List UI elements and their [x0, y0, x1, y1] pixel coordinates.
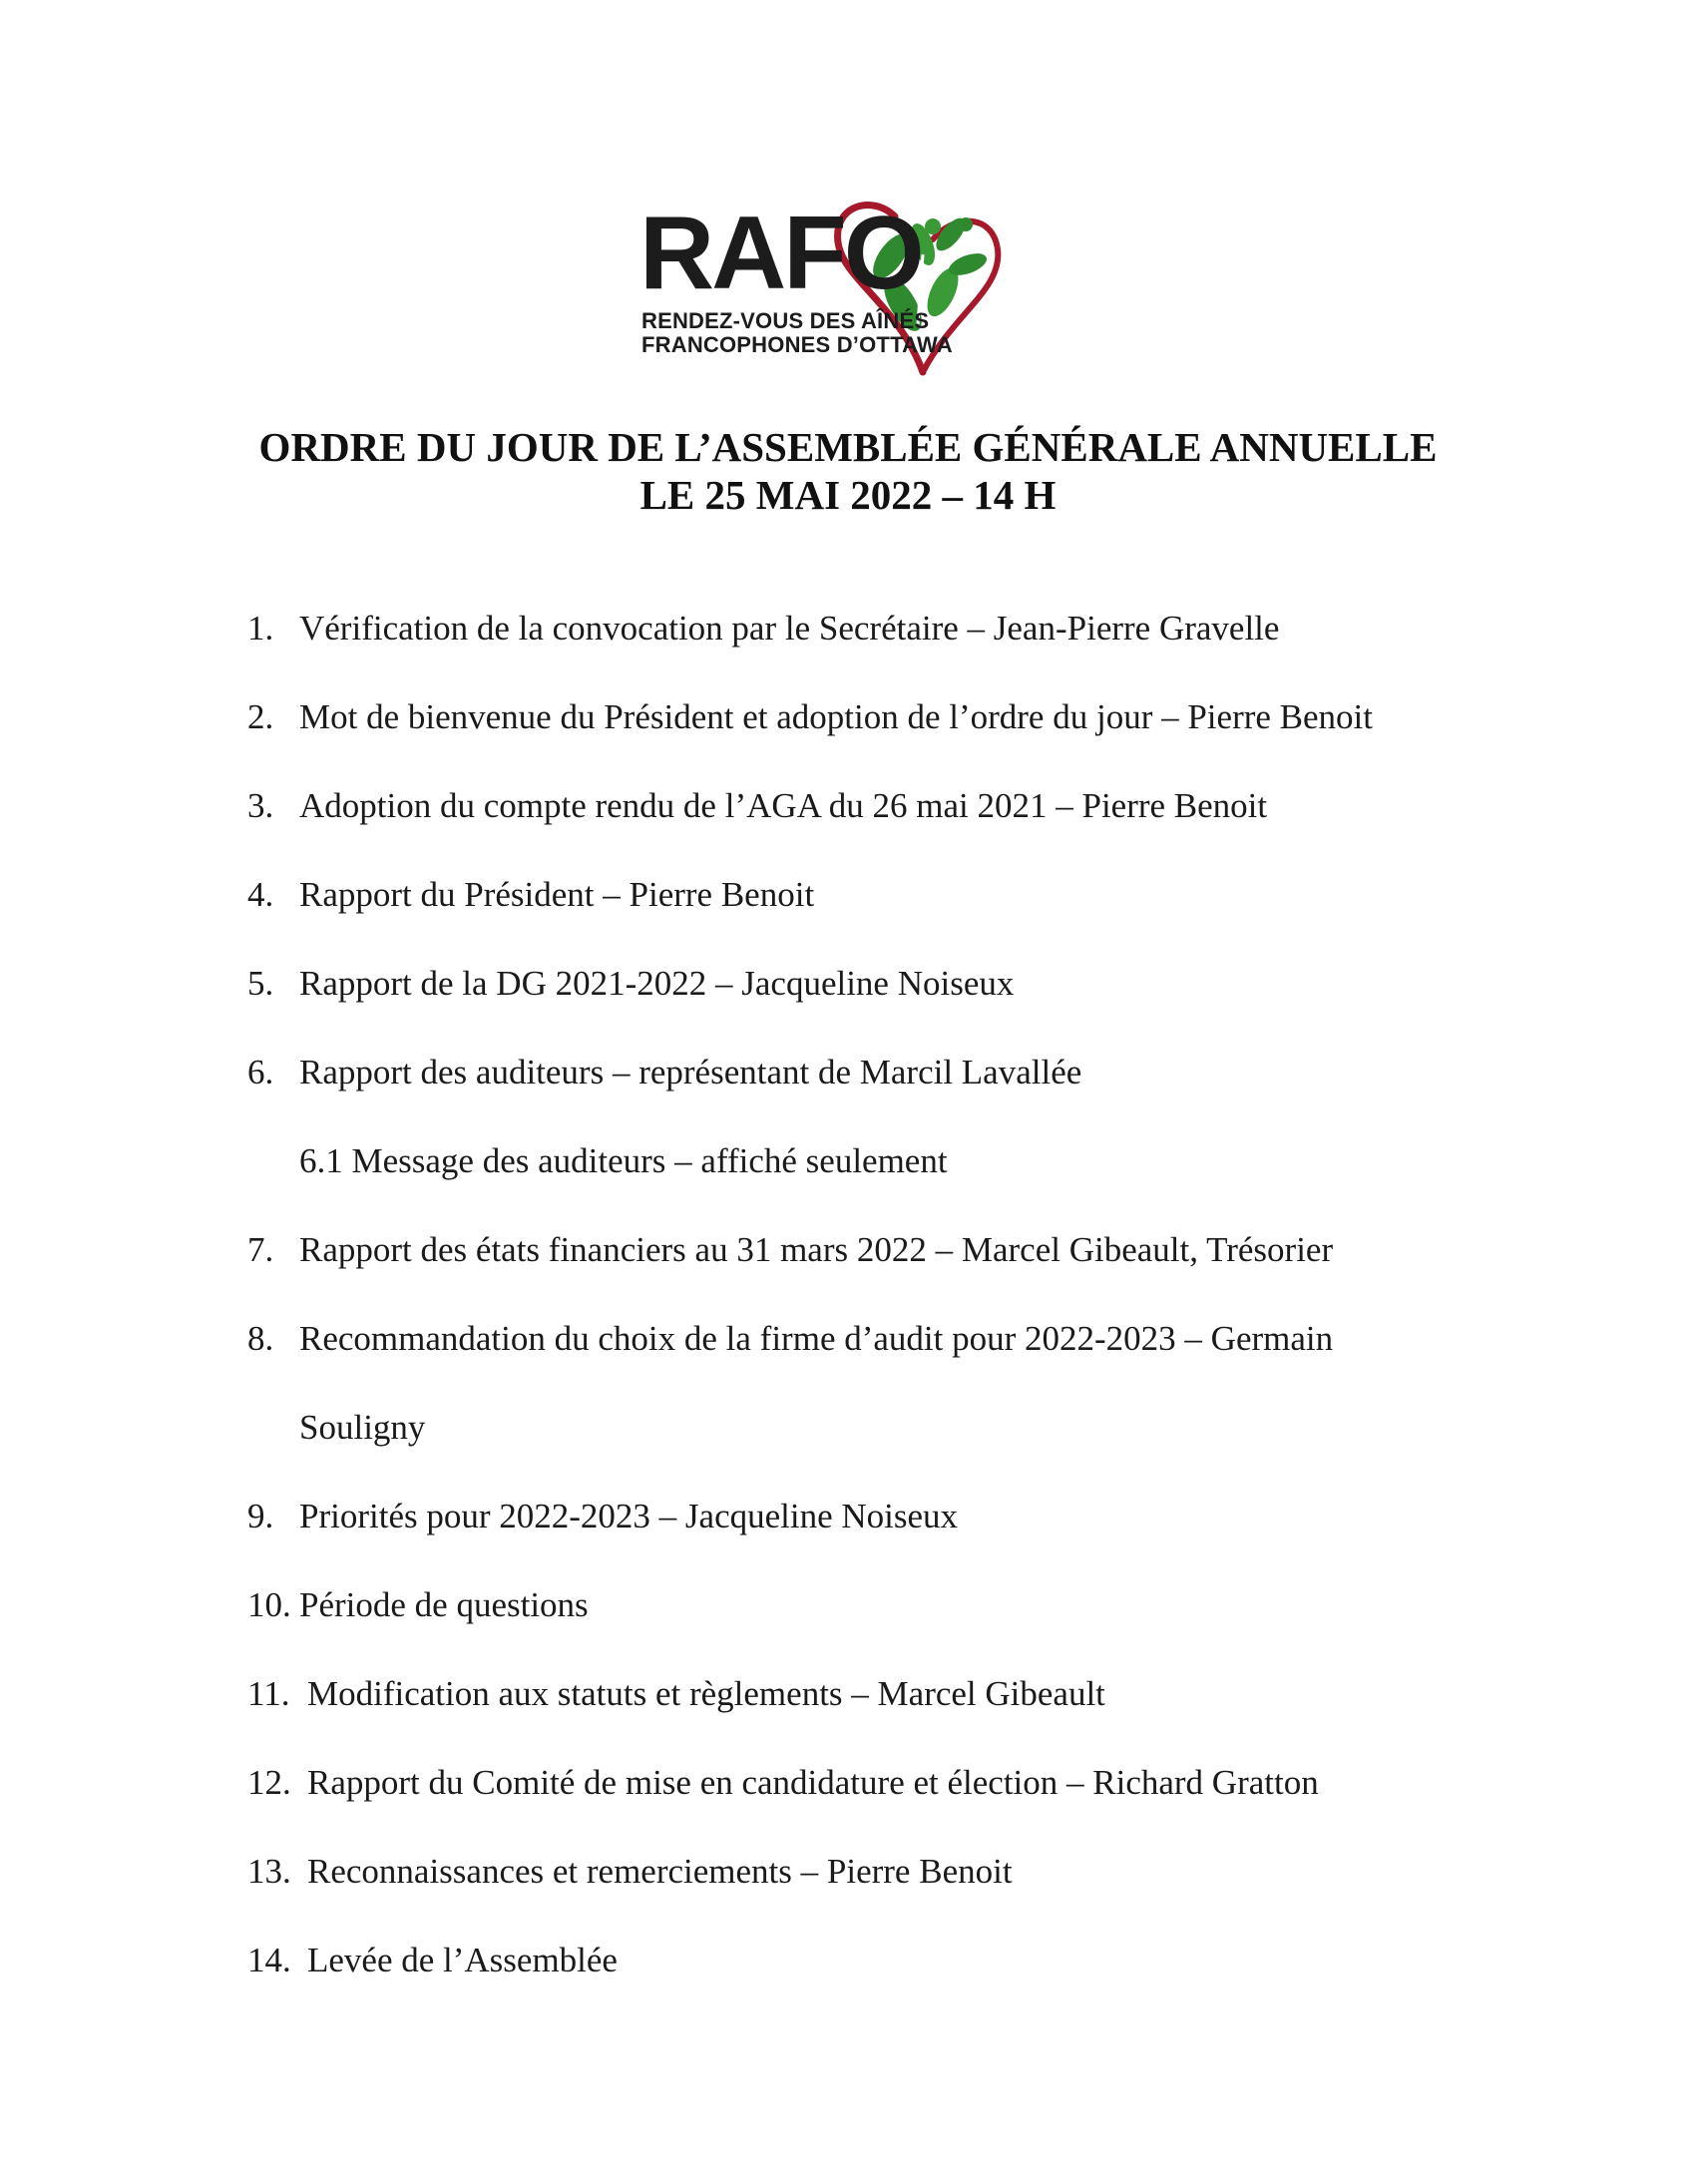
agenda-item-text: Rapport du Comité de mise en candidature et élection – Richard Gratton	[307, 1763, 1319, 1802]
agenda-item-8-continuation	[299, 1406, 425, 1450]
agenda-subitem-6-1	[299, 1139, 948, 1183]
agenda-item-number: 3.	[247, 786, 274, 825]
agenda-item-number: 2.	[247, 697, 274, 736]
agenda-item-number: 7.	[247, 1230, 274, 1269]
agenda-item-9	[247, 1495, 958, 1538]
page-title: ORDRE DU JOUR DE L’ASSEMBLÉE GÉNÉRALE ANNUELLE	[258, 424, 1438, 470]
agenda-item-number: 1.	[247, 609, 274, 648]
agenda-item-text: Rapport des auditeurs – représentant de Marcil Lavallée	[299, 1053, 1082, 1092]
agenda-item-text: Priorités pour 2022-2023 – Jacqueline Noiseux	[299, 1497, 959, 1535]
agenda-item-text: Recommandation du choix de la firme d’audit pour 2022-2023 – Germain	[299, 1319, 1334, 1358]
page-subtitle: LE 25 MAI 2022 – 14 H	[639, 472, 1057, 518]
agenda-item-text: Souligny	[299, 1408, 426, 1447]
agenda-item-number: 14.	[247, 1941, 291, 1979]
agenda-item-text: Période de questions	[299, 1585, 589, 1624]
agenda-item-3	[247, 784, 1267, 828]
agenda-item-1	[247, 607, 1279, 651]
agenda-item-number: 12.	[247, 1763, 291, 1802]
agenda-item-14	[247, 1939, 618, 1982]
agenda-item-number: 5.	[247, 964, 274, 1003]
agenda-item-text: Reconnaissances et remerciements – Pierre Benoit	[307, 1852, 1013, 1891]
agenda-item-text: Mot de bienvenue du Président et adoption de l’ordre du jour – Pierre Benoit	[299, 697, 1373, 736]
agenda-item-number: 11.	[247, 1674, 290, 1713]
agenda-item-number: 13.	[247, 1852, 291, 1891]
logo-tagline-line2: FRANCOPHONES D’OTTAWA	[641, 332, 953, 357]
agenda-item-6	[247, 1051, 1081, 1094]
agenda-item-text: Rapport de la DG 2021-2022 – Jacqueline Noiseux	[299, 964, 1015, 1003]
agenda-item-text: Vérification de la convocation par le Secrétaire – Jean-Pierre Gravelle	[299, 609, 1280, 648]
agenda-item-2	[247, 695, 1373, 739]
agenda-item-text: Rapport du Président – Pierre Benoit	[299, 875, 815, 914]
agenda-item-11	[247, 1672, 1105, 1716]
logo-wordmark: RAFO	[639, 196, 922, 311]
agenda-item-13	[247, 1850, 1013, 1894]
agenda-item-5	[247, 962, 1014, 1006]
agenda-item-number: 10.	[247, 1585, 291, 1624]
agenda-item-number: 8.	[247, 1319, 274, 1358]
agenda-item-number: 6.	[247, 1053, 274, 1092]
logo-tagline-line1: RENDEZ-VOUS DES AÎNÉS	[641, 308, 930, 333]
agenda-item-text: Adoption du compte rendu de l’AGA du 26 mai 2021 – Pierre Benoit	[299, 786, 1268, 825]
agenda-item-10	[247, 1583, 589, 1627]
agenda-item-4	[247, 873, 814, 917]
agenda-item-text: Rapport des états financiers au 31 mars 2022 – Marcel Gibeault, Trésorier	[299, 1230, 1334, 1269]
agenda-item-12	[247, 1761, 1319, 1805]
agenda-item-text: Levée de l’Assemblée	[307, 1941, 618, 1979]
agenda-item-text: 6.1 Message des auditeurs – affiché seulement	[299, 1141, 948, 1180]
agenda-item-number: 9.	[247, 1497, 274, 1535]
agenda-item-number: 4.	[247, 875, 274, 914]
agenda-item-8	[247, 1317, 1333, 1361]
agenda-item-7	[247, 1228, 1333, 1272]
agenda-item-text: Modification aux statuts et règlements – Marcel Gibeault	[307, 1674, 1105, 1713]
